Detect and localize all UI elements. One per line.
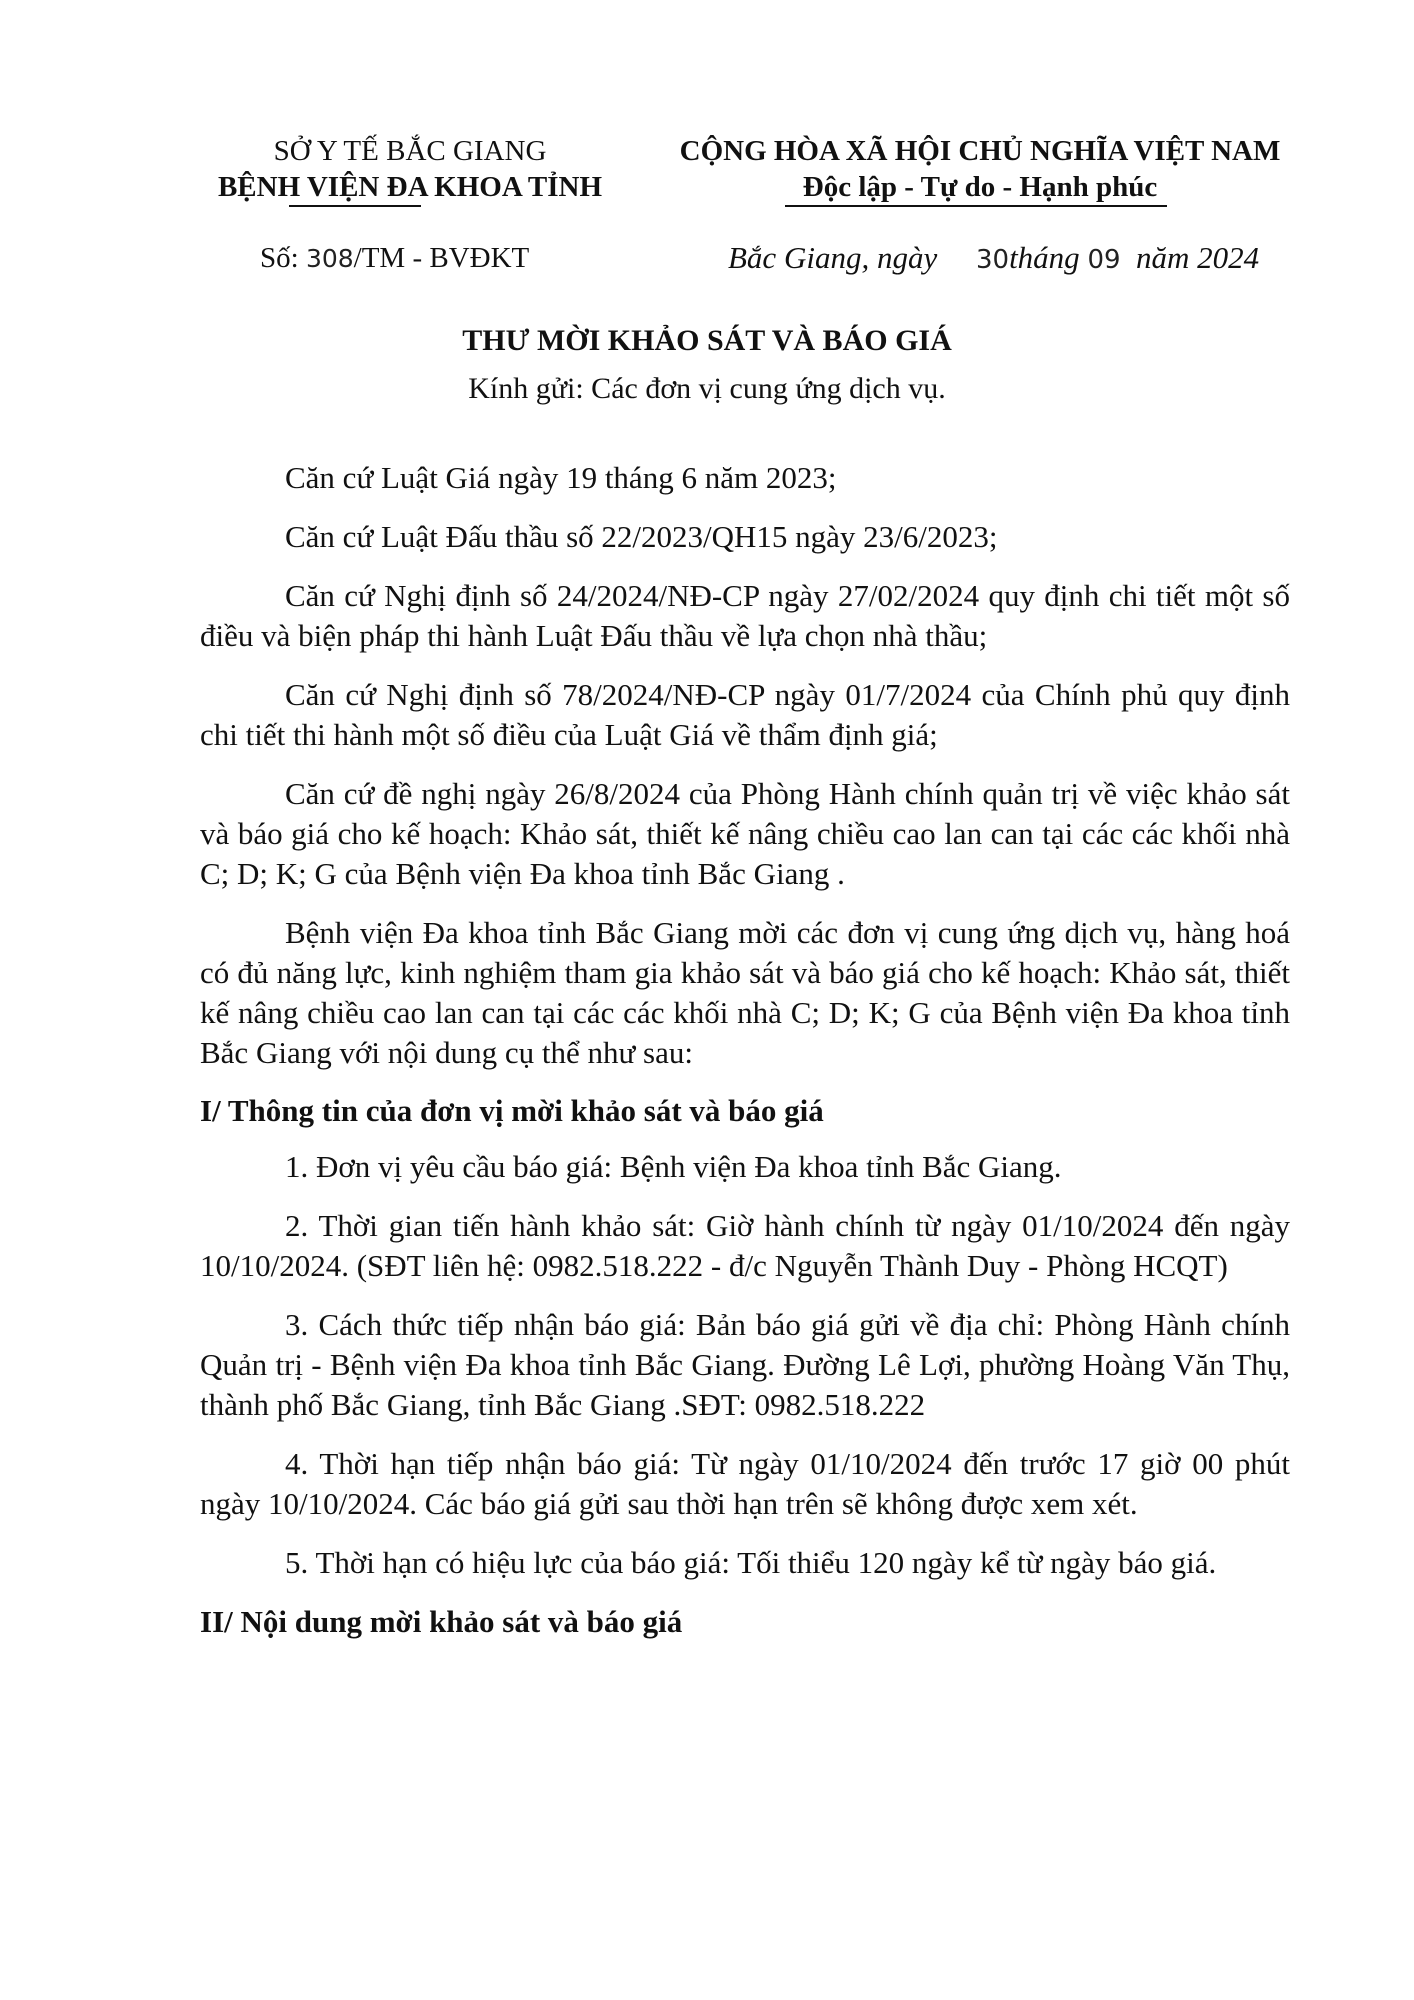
section-heading: II/ Nội dung mời khảo sát và báo giá	[200, 1604, 683, 1639]
section-item: 1. Đơn vị yêu cầu báo giá: Bệnh viện Đa khoa tỉnh Bắc Giang.	[285, 1149, 1062, 1184]
document-date	[728, 240, 1259, 278]
date-day: 30	[975, 245, 1010, 275]
hospital-name: BỆNH VIỆN ĐA KHOA TỈNH	[217, 171, 603, 203]
date-month-label: tháng	[1009, 240, 1080, 275]
national-motto: Độc lập - Tự do - Hạnh phúc	[802, 171, 1158, 203]
document-title: THƯ MỜI KHẢO SÁT VÀ BÁO GIÁ	[462, 324, 952, 357]
department-name: SỞ Y TẾ BẮC GIANG	[273, 135, 547, 167]
country-name: CỘNG HÒA XÃ HỘI CHỦ NGHĨA VIỆT NAM	[679, 135, 1281, 167]
section-item: 3. Cách thức tiếp nhận báo giá: Bản báo giá gửi về địa chỉ: Phòng Hành chính Quản trị - Bệnh viện Đa khoa tỉnh Bắc Giang. Đường Lê Lợi, phường Hoàng Văn Thụ, thành phố Bắc Giang, tỉnh Bắc Giang .SĐT: 0982.518.222	[200, 1307, 1290, 1422]
document-body	[200, 458, 1290, 1658]
section-item: 2. Thời gian tiến hành khảo sát: Giờ hành chính từ ngày 01/10/2024 đến ngày 10/10/2024. (SĐT liên hệ: 0982.518.222 - đ/c Nguyễn Thành Duy - Phòng HCQT)	[200, 1208, 1290, 1283]
date-prefix: Bắc Giang, ngày	[728, 240, 938, 275]
basis-paragraph: Căn cứ Nghị định số 24/2024/NĐ-CP ngày 27/02/2024 quy định chi tiết một số điều và biện pháp thi hành Luật Đấu thầu về lựa chọn nhà thầu;	[200, 578, 1290, 653]
invitation-paragraph: Bệnh viện Đa khoa tỉnh Bắc Giang mời các đơn vị cung ứng dịch vụ, hàng hoá có đủ năng lực, kinh nghiệm tham gia khảo sát và báo giá cho kế hoạch: Khảo sát, thiết kế nâng chiều cao lan can tại các các khối nhà C; D; K; G của Bệnh viện Đa khoa tỉnh Bắc Giang với nội dung cụ thể như sau:	[200, 915, 1290, 1070]
date-year: năm 2024	[1136, 240, 1260, 275]
section-item: 4. Thời hạn tiếp nhận báo giá: Từ ngày 01/10/2024 đến trước 17 giờ 00 phút ngày 10/10/2024. Các báo giá gửi sau thời hạn trên sẽ không được xem xét.	[200, 1446, 1290, 1521]
basis-paragraph: Căn cứ Luật Đấu thầu số 22/2023/QH15 ngày 23/6/2023;	[285, 519, 998, 554]
date-month: 09	[1087, 245, 1121, 275]
section-item: 5. Thời hạn có hiệu lực của báo giá: Tối thiểu 120 ngày kể từ ngày báo giá.	[285, 1545, 1217, 1580]
number-prefix: Số:	[260, 242, 299, 274]
document-number	[260, 240, 529, 277]
basis-paragraph: Căn cứ đề nghị ngày 26/8/2024 của Phòng Hành chính quản trị về việc khảo sát và báo giá cho kế hoạch: Khảo sát, thiết kế nâng chiều cao lan can tại các các khối nhà C; D; K; G của Bệnh viện Đa khoa tỉnh Bắc Giang .	[200, 776, 1290, 891]
motto-underline	[785, 205, 1167, 207]
basis-paragraph: Căn cứ Luật Giá ngày 19 tháng 6 năm 2023;	[285, 460, 837, 495]
issuer-block	[185, 133, 635, 205]
number-value: 308	[305, 244, 354, 273]
national-header	[660, 133, 1300, 205]
section-heading: I/ Thông tin của đơn vị mời khảo sát và báo giá	[200, 1093, 824, 1128]
salutation: Kính gửi: Các đơn vị cung ứng dịch vụ.	[468, 372, 946, 405]
issuer-underline	[289, 205, 421, 207]
basis-paragraph: Căn cứ Nghị định số 78/2024/NĐ-CP ngày 01/7/2024 của Chính phủ quy định chi tiết thi hành một số điều của Luật Giá về thẩm định giá;	[200, 677, 1290, 752]
number-suffix: /TM - BVĐKT	[353, 242, 530, 274]
